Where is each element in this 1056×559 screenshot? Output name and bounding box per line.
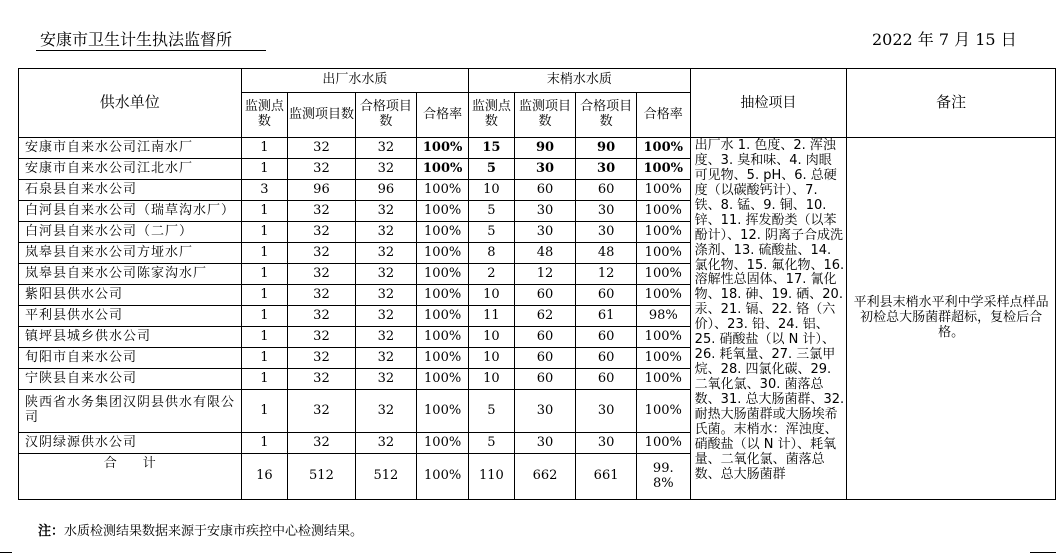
cell-f-pass: 96: [355, 180, 417, 201]
total-f-rate: 100%: [417, 454, 469, 500]
cell-f-items: 32: [288, 201, 355, 222]
subheader-tap-items: 监测项目数: [514, 93, 576, 138]
cell-t-items: 30: [514, 222, 576, 243]
cell-f-points: 1: [241, 348, 288, 369]
cell-f-rate: 100%: [417, 433, 469, 454]
cell-f-points: 1: [241, 306, 288, 327]
cell-t-rate: 100%: [636, 243, 690, 264]
cell-t-rate: 100%: [636, 433, 690, 454]
total-t-pass: 661: [576, 454, 637, 500]
cell-f-pass: 32: [355, 264, 417, 285]
unit-name: 石泉县自来水公司: [19, 180, 242, 201]
cell-t-rate: 100%: [636, 201, 690, 222]
cell-t-items: 30: [514, 201, 576, 222]
cell-t-pass: 60: [576, 348, 637, 369]
cell-t-pass: 48: [576, 243, 637, 264]
unit-name: 岚皋县自来水公司方垭水厂: [19, 243, 242, 264]
cell-f-points: 1: [241, 433, 288, 454]
cell-t-rate: 100%: [636, 180, 690, 201]
cell-t-items: 12: [514, 264, 576, 285]
cell-t-items: 60: [514, 327, 576, 348]
cell-f-pass: 32: [355, 222, 417, 243]
unit-name: 岚皋县自来水公司陈家沟水厂: [19, 264, 242, 285]
cell-f-points: 1: [241, 159, 288, 180]
subheader-factory-items: 监测项目数: [288, 93, 355, 138]
total-t-items: 662: [514, 454, 576, 500]
unit-name: 陕西省水务集团汉阴县供水有限公司: [19, 390, 242, 433]
cell-t-items: 60: [514, 369, 576, 390]
subheader-factory-points: 监测点数: [241, 93, 288, 138]
cell-t-points: 10: [469, 369, 515, 390]
cell-t-points: 10: [469, 285, 515, 306]
cell-t-pass: 60: [576, 285, 637, 306]
cell-f-items: 32: [288, 327, 355, 348]
unit-name: 旬阳市自来水公司: [19, 348, 242, 369]
org-underline: [36, 50, 266, 51]
corner-mark-right: [1030, 552, 1056, 553]
unit-name: 镇坪县城乡供水公司: [19, 327, 242, 348]
cell-t-items: 60: [514, 348, 576, 369]
table-row: [19, 138, 1056, 159]
org-name: 安康市卫生计生执法监督所: [40, 30, 233, 49]
cell-f-items: 32: [288, 138, 355, 159]
total-label: 合 计: [19, 454, 242, 500]
col-header-unit: 供水单位: [19, 69, 242, 138]
cell-f-items: 32: [288, 369, 355, 390]
cell-t-pass: 30: [576, 201, 637, 222]
cell-t-points: 10: [469, 180, 515, 201]
cell-t-pass: 30: [576, 390, 637, 433]
cell-t-items: 62: [514, 306, 576, 327]
cell-t-pass: 30: [576, 159, 637, 180]
unit-name: 安康市自来水公司江北水厂: [19, 159, 242, 180]
cell-t-points: 5: [469, 159, 515, 180]
unit-name: 安康市自来水公司江南水厂: [19, 138, 242, 159]
subheader-factory-pass-items: 合格项目数: [355, 93, 417, 138]
unit-name: 汉阴绿源供水公司: [19, 433, 242, 454]
cell-t-items: 60: [514, 285, 576, 306]
report-date: 2022 年 7 月 15 日: [872, 30, 1017, 49]
col-header-remark: 备注: [847, 69, 1056, 138]
cell-f-points: 1: [241, 201, 288, 222]
cell-f-pass: 32: [355, 433, 417, 454]
cell-f-pass: 32: [355, 306, 417, 327]
cell-f-pass: 32: [355, 348, 417, 369]
cell-t-rate: 100%: [636, 285, 690, 306]
cell-t-items: 90: [514, 138, 576, 159]
footnote-label: 注：: [38, 524, 65, 539]
cell-f-items: 32: [288, 433, 355, 454]
cell-t-points: 11: [469, 306, 515, 327]
subheader-tap-rate: 合格率: [636, 93, 690, 138]
cell-f-pass: 32: [355, 201, 417, 222]
group-header-factory: 出厂水水质: [241, 69, 468, 93]
cell-f-points: 1: [241, 243, 288, 264]
cell-t-pass: 60: [576, 369, 637, 390]
cell-f-pass: 32: [355, 243, 417, 264]
cell-t-pass: 60: [576, 327, 637, 348]
total-f-pass: 512: [355, 454, 417, 500]
cell-t-points: 5: [469, 201, 515, 222]
cell-t-points: 10: [469, 327, 515, 348]
col-header-items: 抽检项目: [690, 69, 846, 138]
cell-f-rate: 100%: [417, 243, 469, 264]
cell-f-rate: 100%: [417, 327, 469, 348]
cell-f-points: 1: [241, 327, 288, 348]
test-items-text: 出厂水 1. 色度、2. 浑浊度、3. 臭和味、4. 肉眼可见物、5. pH、6. 总硬度（以碳酸钙计）、7. 铁、8. 锰、9. 铜、10. 锌、11. 挥发酚类（以苯酚计）、12. 阴离子合成洗涤剂、13. 硫酸盐、14. 氯化物、15. 氟化物、16. 溶解性总固体、17. 氰化物、18. 砷、19. 硒、20. 汞、21. 镉、22. 铬（六价）、23. 铅、24. 铝、25. 硝酸盐（以 N 计）、26. 耗氧量、27. 三氯甲烷、28. 四氯化碳、29. 二氧化氯、30. 菌落总数、31. 总大肠菌群、32. 耐热大肠菌群或大肠埃希氏菌。末梢水：浑浊度、硝酸盐（以 N 计）、耗氧量、二氧化氯、菌落总数、总大肠菌群: [690, 138, 846, 500]
cell-f-items: 32: [288, 390, 355, 433]
cell-t-rate: 98%: [636, 306, 690, 327]
cell-t-points: 5: [469, 433, 515, 454]
cell-f-points: 1: [241, 390, 288, 433]
cell-t-rate: 100%: [636, 369, 690, 390]
cell-t-points: 5: [469, 390, 515, 433]
subheader-tap-points: 监测点数: [469, 93, 515, 138]
cell-f-pass: 32: [355, 138, 417, 159]
cell-t-points: 15: [469, 138, 515, 159]
cell-f-items: 96: [288, 180, 355, 201]
cell-f-rate: 100%: [417, 390, 469, 433]
total-f-points: 16: [241, 454, 288, 500]
cell-t-pass: 60: [576, 180, 637, 201]
cell-f-pass: 32: [355, 369, 417, 390]
cell-f-rate: 100%: [417, 348, 469, 369]
cell-t-pass: 30: [576, 433, 637, 454]
cell-f-pass: 32: [355, 390, 417, 433]
water-quality-table: [18, 68, 1056, 500]
cell-t-items: 30: [514, 159, 576, 180]
cell-f-points: 1: [241, 222, 288, 243]
cell-f-rate: 100%: [417, 264, 469, 285]
unit-name: 平利县供水公司: [19, 306, 242, 327]
cell-t-items: 30: [514, 433, 576, 454]
footnote-text: 水质检测结果数据来源于安康市疾控中心检测结果。: [64, 524, 364, 539]
cell-t-items: 48: [514, 243, 576, 264]
cell-f-points: 1: [241, 285, 288, 306]
cell-f-points: 1: [241, 264, 288, 285]
cell-t-rate: 100%: [636, 222, 690, 243]
remark-text: 平利县末梢水平利中学采样点样品初检总大肠菌群超标，复检后合格。: [847, 138, 1056, 500]
footnote: [38, 520, 363, 539]
cell-f-items: 32: [288, 306, 355, 327]
unit-name: 紫阳县供水公司: [19, 285, 242, 306]
cell-f-pass: 32: [355, 327, 417, 348]
cell-t-points: 2: [469, 264, 515, 285]
subheader-factory-rate: 合格率: [417, 93, 469, 138]
unit-name: 白河县自来水公司（二厂）: [19, 222, 242, 243]
group-header-tap: 末梢水水质: [469, 69, 691, 93]
cell-f-rate: 100%: [417, 180, 469, 201]
cell-f-points: 3: [241, 180, 288, 201]
cell-t-items: 60: [514, 180, 576, 201]
cell-t-points: 5: [469, 222, 515, 243]
cell-t-points: 8: [469, 243, 515, 264]
cell-f-items: 32: [288, 159, 355, 180]
cell-f-items: 32: [288, 243, 355, 264]
total-t-points: 110: [469, 454, 515, 500]
cell-f-pass: 32: [355, 285, 417, 306]
cell-t-rate: 100%: [636, 348, 690, 369]
cell-t-rate: 100%: [636, 264, 690, 285]
cell-f-points: 1: [241, 369, 288, 390]
unit-name: 白河县自来水公司（瑞草沟水厂）: [19, 201, 242, 222]
cell-t-rate: 100%: [636, 327, 690, 348]
cell-f-items: 32: [288, 285, 355, 306]
cell-f-items: 32: [288, 264, 355, 285]
cell-t-pass: 90: [576, 138, 637, 159]
cell-t-pass: 30: [576, 222, 637, 243]
total-f-items: 512: [288, 454, 355, 500]
cell-f-items: 32: [288, 222, 355, 243]
cell-t-items: 30: [514, 390, 576, 433]
cell-t-rate: 100%: [636, 159, 690, 180]
cell-t-rate: 100%: [636, 138, 690, 159]
cell-f-pass: 32: [355, 159, 417, 180]
cell-f-rate: 100%: [417, 306, 469, 327]
subheader-tap-pass-items: 合格项目数: [576, 93, 637, 138]
total-t-rate: 99.8%: [636, 454, 690, 500]
cell-f-rate: 100%: [417, 201, 469, 222]
corner-mark-left: [0, 552, 12, 553]
cell-f-rate: 100%: [417, 222, 469, 243]
cell-t-points: 10: [469, 348, 515, 369]
cell-f-rate: 100%: [417, 285, 469, 306]
unit-name: 宁陕县自来水公司: [19, 369, 242, 390]
cell-f-items: 32: [288, 348, 355, 369]
cell-t-pass: 61: [576, 306, 637, 327]
cell-f-points: 1: [241, 138, 288, 159]
cell-f-rate: 100%: [417, 138, 469, 159]
cell-f-rate: 100%: [417, 159, 469, 180]
cell-t-pass: 12: [576, 264, 637, 285]
cell-f-rate: 100%: [417, 369, 469, 390]
cell-t-rate: 100%: [636, 390, 690, 433]
